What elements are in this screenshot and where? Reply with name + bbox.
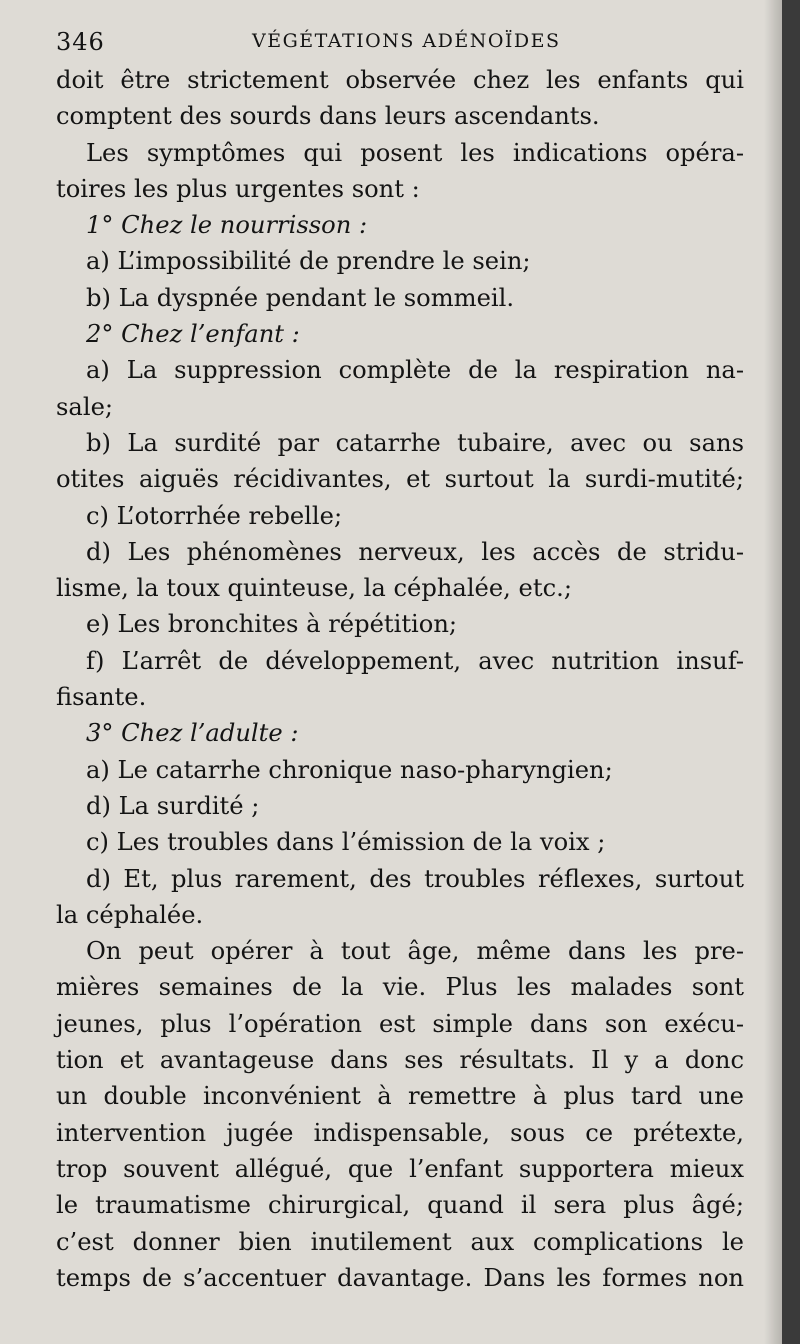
list-item: a) La suppression complète de la respiration na- [86,356,744,385]
text-line: mières semaines de la vie. Plus les malades sont [56,973,744,1002]
text-line: otites aiguës récidivantes, et surtout la surdi-mutité; [56,465,744,494]
text-line: tion et avantageuse dans ses résultats. Il y a donc [56,1046,744,1075]
text-line: Les symptômes qui posent les indications opéra- [86,138,744,167]
list-item: c) L’otorrhée rebelle; [86,501,343,530]
body-text [56,62,744,1296]
text-line: doit être strictement observée chez les enfants qui [56,66,744,94]
text-line: un double inconvénient à remettre à plus tard une [56,1082,744,1111]
section-heading: 1° Chez le nourrisson : [86,211,368,240]
text-line: temps de s’accentuer davantage. Dans les formes non [56,1263,744,1292]
text-line: intervention jugée indispensable, sous ce prétexte, [56,1118,744,1147]
section-heading: 3° Chez l’adulte : [86,719,299,748]
text-line: jeunes, plus l’opération est simple dans son exécu- [56,1009,744,1038]
list-item: d) Et, plus rarement, des troubles réflexes, surtout [86,864,744,893]
text-line: comptent des sourds dans leurs ascendants. [56,102,600,131]
text-line: la céphalée. [56,900,204,929]
text-line: sale; [56,392,114,421]
list-item: c) Les troubles dans l’émission de la voix ; [86,828,606,857]
list-item: a) Le catarrhe chronique naso-pharyngien; [86,755,613,784]
text-line: On peut opérer à tout âge, même dans les pre- [86,937,744,966]
list-item: b) La dyspnée pendant le sommeil. [86,283,515,312]
text-line: trop souvent allégué, que l’enfant supportera mieux [56,1154,744,1183]
list-item: a) L’impossibilité de prendre le sein; [86,247,531,276]
text-line: c’est donner bien inutilement aux complications le [56,1227,744,1256]
page-number: 346 [56,28,105,56]
text-line: le traumatisme chirurgical, quand il sera plus âgé; [56,1191,744,1220]
text-line: toires les plus urgentes sont : [56,174,420,203]
section-heading: 2° Chez l’enfant : [86,320,300,349]
list-item: e) Les bronchites à répétition; [86,610,458,639]
text-line: fisante. [56,683,147,712]
running-title: VÉGÉTATIONS ADÉNOÏDES [252,30,561,52]
list-item: d) Les phénomènes nerveux, les accès de stridu- [86,537,744,566]
running-head [56,26,744,62]
list-item: f) L’arrêt de développement, avec nutrition insuf- [86,646,744,675]
list-item: d) La surdité ; [86,791,260,820]
text-line: lisme, la toux quinteuse, la céphalée, etc.; [56,574,572,603]
list-item: b) La surdité par catarrhe tubaire, avec ou sans [86,428,744,457]
